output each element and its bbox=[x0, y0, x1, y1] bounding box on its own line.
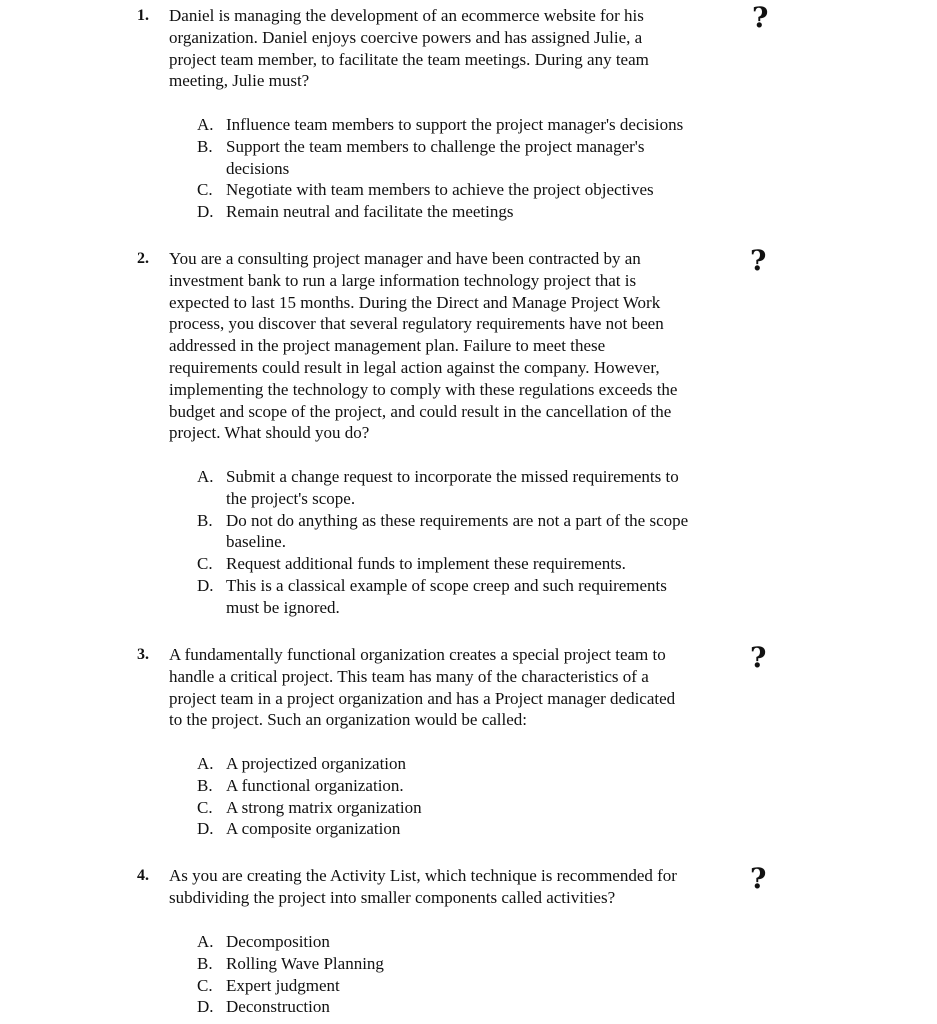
option-c bbox=[0, 553, 937, 575]
question-number: 3. bbox=[137, 646, 149, 663]
option-text: Negotiate with team members to achieve the project objectives bbox=[226, 180, 654, 200]
option-text: A projectized organization bbox=[226, 754, 407, 773]
question-3-options bbox=[0, 753, 937, 840]
option-b bbox=[0, 510, 937, 554]
option-text: Deconstruction bbox=[226, 997, 330, 1017]
option-d bbox=[0, 201, 937, 223]
option-letter: D. bbox=[197, 997, 214, 1017]
option-b bbox=[0, 775, 937, 797]
question-mark-icon: ? bbox=[750, 244, 767, 277]
question-text: As you are creating the Activity List, which technique is recommended for subdividing the project into smaller components called activities? bbox=[169, 866, 677, 907]
question-number: 2. bbox=[137, 250, 149, 267]
option-text: A strong matrix organization bbox=[226, 797, 422, 817]
option-c bbox=[0, 797, 937, 819]
option-text: A composite organization bbox=[226, 819, 401, 839]
option-text: Remain neutral and facilitate the meetings bbox=[226, 202, 514, 222]
option-text: Support the team members to challenge the project manager's decisions bbox=[226, 136, 645, 178]
option-b bbox=[0, 136, 937, 180]
question-mark-icon: ? bbox=[750, 862, 767, 895]
question-text: Daniel is managing the development of an ecommerce website for his organization. Daniel enjoys coercive powers and has assigned Julie, a project team member, to facilitate the team meetings. During any team meeting, Julie must? bbox=[169, 6, 649, 91]
option-letter: B. bbox=[197, 510, 213, 530]
option-letter: C. bbox=[197, 180, 213, 200]
question-text: A fundamentally functional organization creates a special project team to handle a critical project. This team has many of the characteristics of a project team in a project organization and has a Project manager dedicated to the project. Such an organization would be called: bbox=[169, 645, 676, 730]
question-number: 4. bbox=[137, 867, 149, 884]
option-letter: C. bbox=[197, 797, 213, 817]
option-letter: B. bbox=[197, 775, 213, 795]
option-text: Decomposition bbox=[226, 932, 330, 951]
question-text: You are a consulting project manager and have been contracted by an investment bank to run a large information technology project that is expected to last 15 months. During the Direct and Manage Project Work process, you discover that several regulatory requirements have not been addressed in the project management plan. Failure to meet these requirements could result in legal action against the company. However, implementing the technology to comply with these regulations exceeds the budget and scope of the project, and could result in the cancellation of the project. What should you do? bbox=[169, 249, 678, 443]
option-b bbox=[0, 953, 937, 975]
option-letter: A. bbox=[197, 932, 214, 951]
question-4-options bbox=[0, 931, 937, 1018]
option-letter: D. bbox=[197, 575, 214, 595]
option-text: A functional organization. bbox=[226, 775, 404, 795]
option-letter: B. bbox=[197, 953, 213, 973]
option-a bbox=[0, 931, 937, 953]
question-1-options bbox=[0, 114, 937, 223]
question-2-options bbox=[0, 466, 937, 619]
option-letter: C. bbox=[197, 975, 213, 995]
option-c bbox=[0, 975, 937, 997]
option-d bbox=[0, 575, 937, 619]
option-text: Request additional funds to implement these requirements. bbox=[226, 554, 626, 574]
option-letter: A. bbox=[197, 115, 214, 134]
option-d bbox=[0, 818, 937, 840]
option-letter: B. bbox=[197, 136, 213, 156]
option-a bbox=[0, 466, 937, 510]
option-a bbox=[0, 753, 937, 775]
question-mark-icon: ? bbox=[752, 1, 769, 34]
option-letter: C. bbox=[197, 554, 213, 574]
option-a bbox=[0, 114, 937, 136]
option-text: Rolling Wave Planning bbox=[226, 953, 384, 973]
option-letter: D. bbox=[197, 819, 214, 839]
option-text: Expert judgment bbox=[226, 975, 340, 995]
option-c bbox=[0, 179, 937, 201]
option-letter: A. bbox=[197, 467, 214, 486]
option-d bbox=[0, 996, 937, 1018]
option-text: Influence team members to support the project manager's decisions bbox=[226, 115, 684, 134]
option-letter: D. bbox=[197, 202, 214, 222]
option-text: This is a classical example of scope creep and such requirements must be ignored. bbox=[226, 575, 667, 617]
option-text: Do not do anything as these requirements are not a part of the scope baseline. bbox=[226, 510, 689, 552]
option-letter: A. bbox=[197, 754, 214, 773]
option-text: Submit a change request to incorporate the missed requirements to the project's scope. bbox=[226, 467, 679, 508]
question-mark-icon: ? bbox=[750, 641, 767, 674]
question-number: 1. bbox=[137, 7, 149, 24]
